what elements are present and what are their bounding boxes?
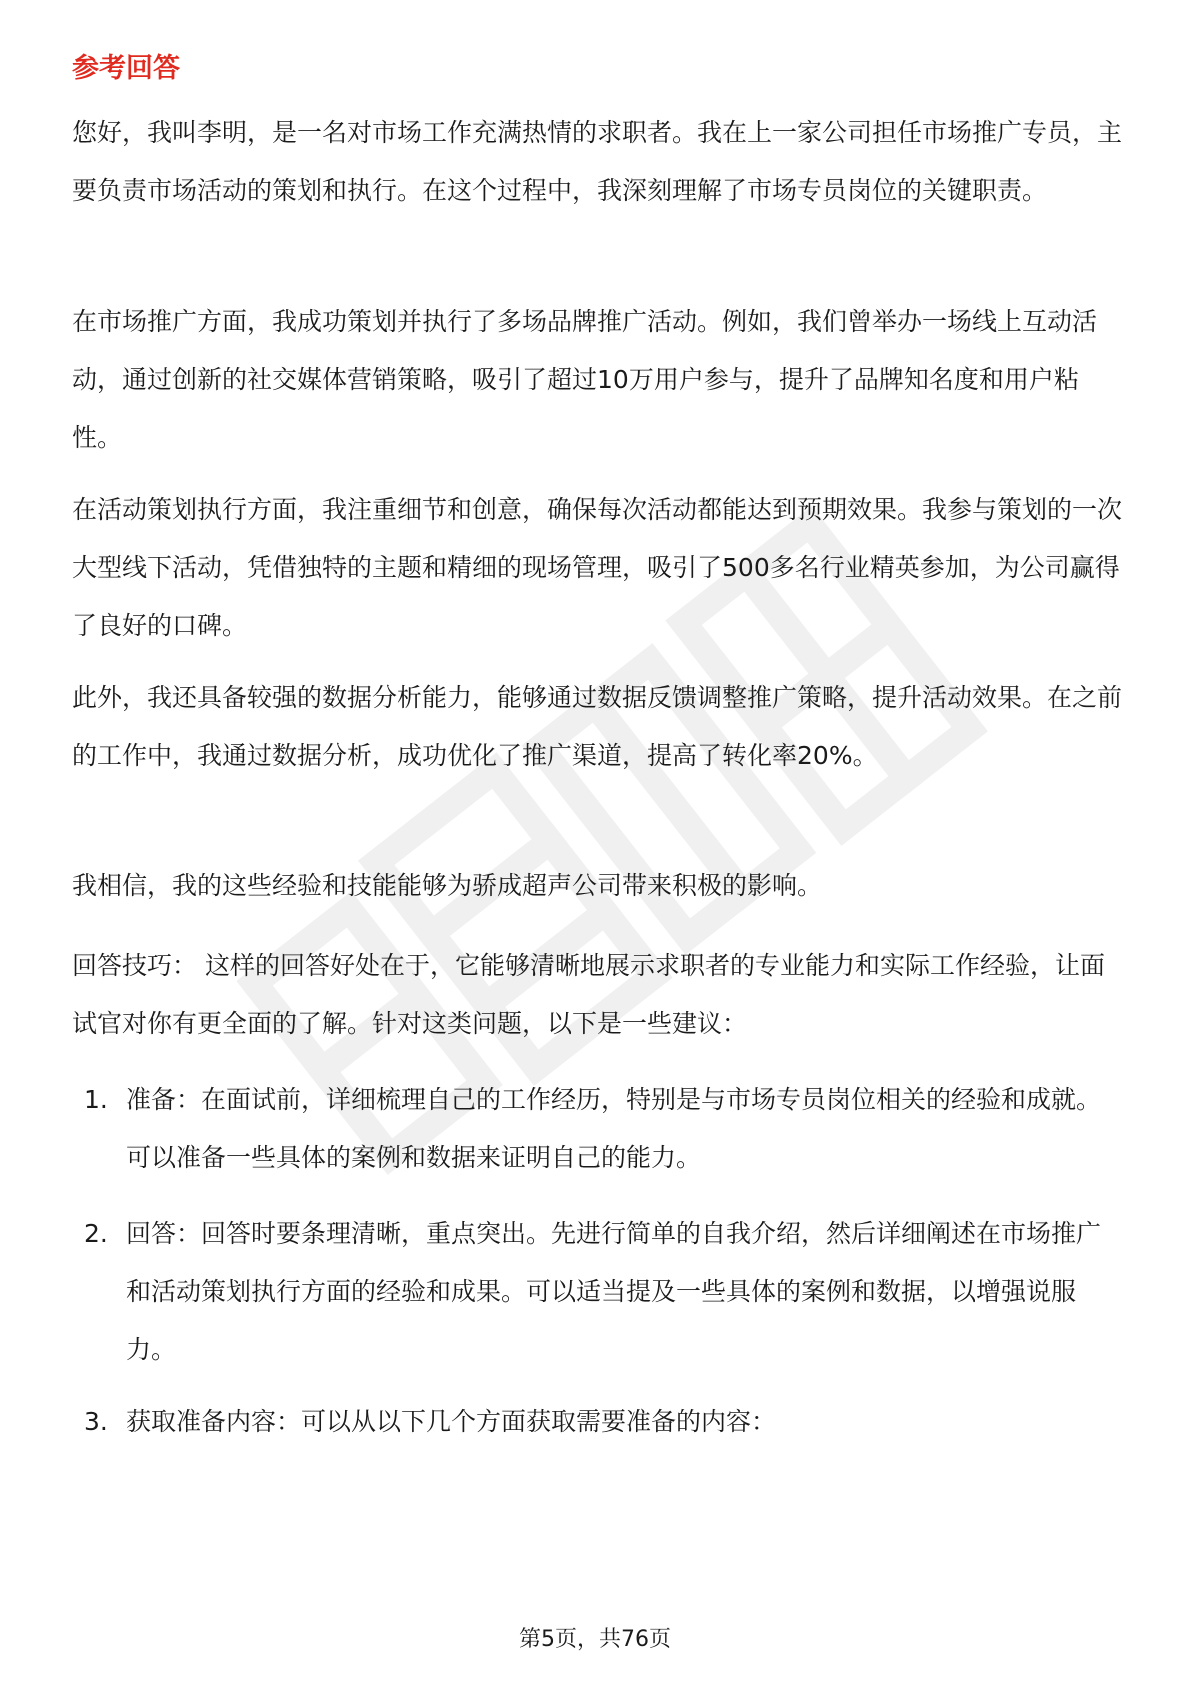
section-title: 参考回答	[72, 53, 180, 84]
paragraph-events: 在活动策划执行方面，我注重细节和创意，确保每次活动都能达到预期效果。我参与策划的一次大型线下活动，凭借独特的主题和精细的现场管理，吸引了500多名行业精英参加，为公司赢得了良好的口碑。	[72, 495, 1123, 640]
paragraph-marketing: 在市场推广方面，我成功策划并执行了多场品牌推广活动。例如，我们曾举办一场线上互动活动，通过创新的社交媒体营销策略，吸引了超过10万用户参与，提升了品牌知名度和用户粘性。	[72, 307, 1098, 452]
paragraph-tips: 回答技巧： 这样的回答好处在于，它能够清晰地展示求职者的专业能力和实际工作经验，让面试官对你有更全面的了解。针对这类问题，以下是一些建议：	[72, 951, 1105, 1038]
list-item-number: 2.	[84, 1219, 108, 1248]
list-item-text: 准备：在面试前，详细梳理自己的工作经历，特别是与市场专员岗位相关的经验和成就。可以准备一些具体的案例和数据来证明自己的能力。	[126, 1085, 1102, 1172]
list-item-number: 1.	[84, 1085, 108, 1114]
paragraph-conclusion: 我相信，我的这些经验和技能能够为骄成超声公司带来积极的影响。	[72, 871, 823, 900]
page-number-footer: 第5页，共76页	[519, 1627, 671, 1652]
list-item-text: 回答：回答时要条理清晰，重点突出。先进行简单的自我介绍，然后详细阐述在市场推广和活动策划执行方面的经验和成果。可以适当提及一些具体的案例和数据，以增强说服力。	[126, 1219, 1102, 1364]
list-item-number: 3.	[84, 1407, 108, 1436]
paragraph-intro: 您好，我叫李明，是一名对市场工作充满热情的求职者。我在上一家公司担任市场推广专员，主要负责市场活动的策划和执行。在这个过程中，我深刻理解了市场专员岗位的关键职责。	[72, 118, 1123, 205]
paragraph-data-analysis: 此外，我还具备较强的数据分析能力，能够通过数据反馈调整推广策略，提升活动效果。在之前的工作中，我通过数据分析，成功优化了推广渠道，提高了转化率20%。	[72, 683, 1123, 770]
list-item-text: 获取准备内容：可以从以下几个方面获取需要准备的内容：	[126, 1407, 777, 1436]
